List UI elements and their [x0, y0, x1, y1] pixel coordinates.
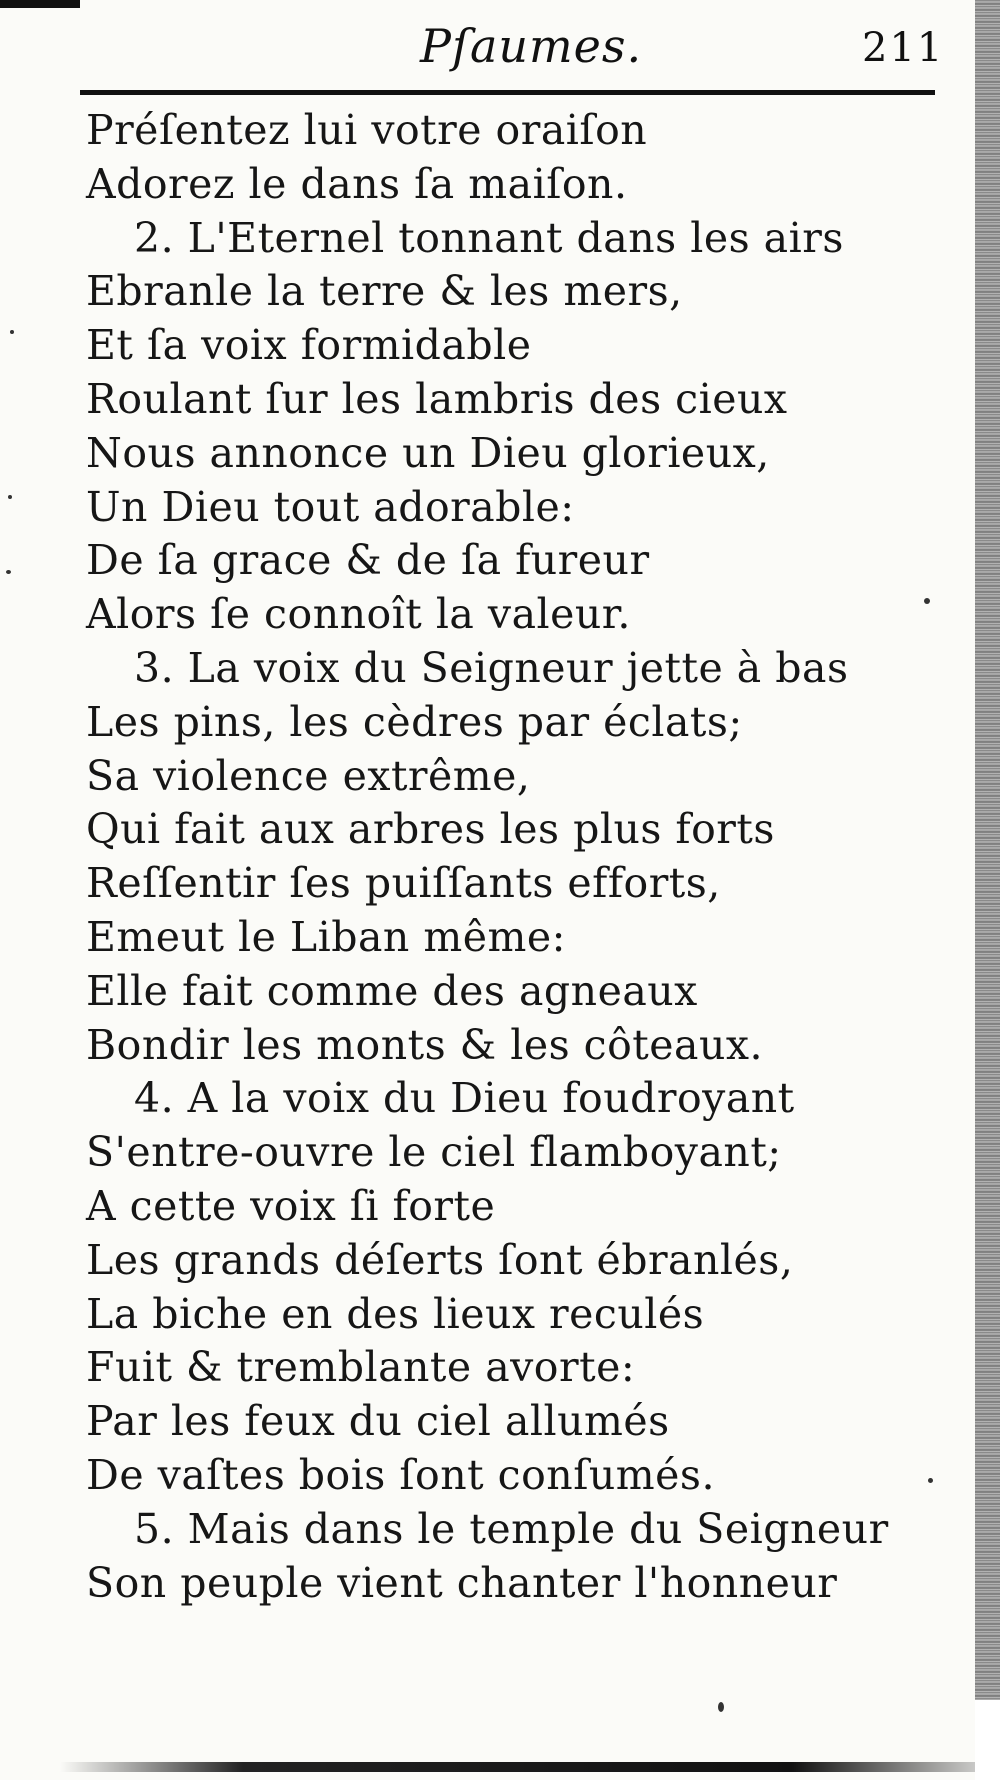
text-line: Emeut le Liban même: [86, 912, 566, 961]
text-line: Les pins, les cèdres par éclats; [86, 697, 743, 746]
page-edge [975, 0, 1000, 1700]
text-line: Roulant ſur les lambris des cieux [86, 374, 788, 423]
text-line: S'entre-ouvre le ciel flamboyant; [86, 1128, 782, 1177]
text-line: Adorez le dans ſa maiſon. [86, 159, 628, 208]
page-number: 211 [862, 25, 945, 71]
ink-mark [0, 0, 80, 8]
text-line: De ſa grace & de ſa fureur [86, 536, 650, 585]
text-line: 4. A la voix du Dieu foudroyant [134, 1074, 795, 1123]
text-line: La biche en des lieux reculés [86, 1289, 705, 1338]
ink-speck [718, 1702, 724, 1712]
text-line: Bondir les monts & les côteaux. [86, 1020, 764, 1069]
text-line: Par les feux du ciel allumés [86, 1397, 670, 1446]
bottom-shadow [60, 1762, 975, 1772]
text-line: Reſſentir ſes puiſſants efforts, [86, 859, 721, 908]
text-line: Et ſa voix formidable [86, 321, 532, 370]
text-line: Elle fait comme des agneaux [86, 966, 698, 1015]
text-line: 2. L'Eternel tonnant dans les airs [134, 213, 844, 262]
ink-speck [8, 495, 12, 499]
text-line: Sa violence extrême, [86, 751, 531, 800]
ink-speck [10, 330, 14, 334]
running-title: Pſaumes. [420, 19, 643, 73]
text-line: 5. Mais dans le temple du Seigneur [134, 1504, 889, 1553]
psalm-text [86, 104, 966, 1610]
header-rule [80, 90, 935, 95]
ink-speck [6, 570, 11, 574]
text-line: De vaſtes bois ſont conſumés. [86, 1450, 715, 1499]
text-line: Nous annonce un Dieu glorieux, [86, 428, 770, 477]
page-edge-bottom [975, 1700, 1000, 1780]
ink-speck [928, 1478, 933, 1483]
text-line: Son peuple vient chanter l'honneur [86, 1558, 838, 1607]
text-line: Préſentez lui votre oraiſon [86, 106, 648, 154]
text-line: Alors ſe connoît la valeur. [86, 590, 631, 639]
text-line: Un Dieu tout adorable: [86, 482, 575, 531]
ink-speck [924, 598, 930, 604]
text-line: 3. La voix du Seigneur jette à bas [134, 643, 849, 692]
text-line: Fuit & tremblante avorte: [86, 1343, 636, 1392]
text-line: Ebranle la terre & les mers, [86, 267, 683, 316]
text-line: Les grands déſerts ſont ébranlés, [86, 1235, 794, 1284]
text-line: Qui fait aux arbres les plus forts [86, 805, 775, 854]
text-line: A cette voix ſi forte [86, 1181, 496, 1230]
